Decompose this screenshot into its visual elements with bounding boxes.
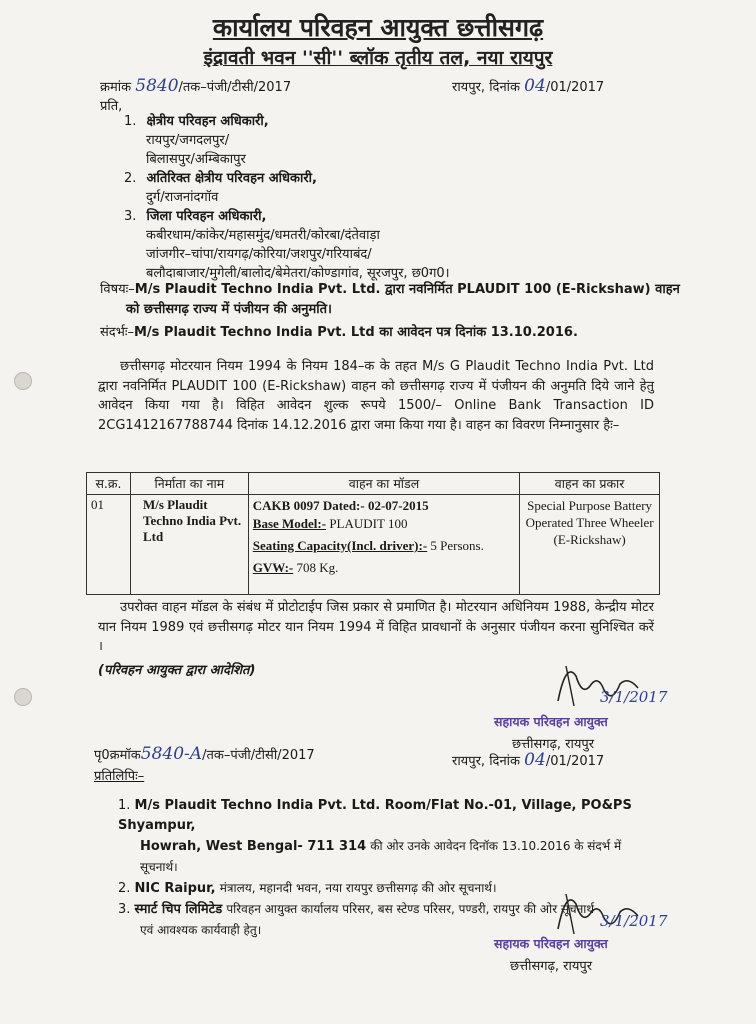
punch-hole bbox=[14, 688, 32, 706]
endorse-date-rest: /01/2017 bbox=[545, 754, 605, 769]
recipient-2 bbox=[124, 169, 450, 207]
copy-item-1 bbox=[118, 796, 648, 878]
copy-bold-2: Howrah, West Bengal- 711 314 bbox=[140, 839, 367, 854]
order-note: (परिवहन आयुक्त द्वारा आदेशित) bbox=[98, 663, 256, 678]
seat-value: 5 Persons. bbox=[430, 538, 484, 553]
stamp-1-line1: सहायक परिवहन आयुक्त bbox=[494, 714, 608, 729]
prati: प्रति, bbox=[100, 99, 123, 114]
ref-number: 5840 bbox=[135, 76, 179, 96]
subject-label: विषयः– bbox=[100, 282, 135, 297]
seat-label: Seating Capacity(Incl. driver):- bbox=[252, 538, 428, 553]
col-header: स.क्र. bbox=[87, 473, 131, 495]
recipient-line: जांजगीर–चांपा/रायगढ़/कोरिया/जशपुर/गरियाबंद/ bbox=[146, 247, 372, 262]
reference bbox=[100, 322, 578, 340]
recipient-line: रायपुर/जगदलपुर/ bbox=[146, 133, 230, 148]
vehicle-table bbox=[86, 472, 660, 595]
cell-type: Special Purpose Battery Operated Three Wheeler (E-Rickshaw) bbox=[520, 495, 660, 595]
body-paragraph: छत्तीसगढ़ मोटरयान नियम 1994 के नियम 184–क के तहत M/s G Plaudit Techno India Pvt. Ltd द्वारा नवनिर्मित PLAUDIT 100 (E-Rickshaw) वाहन को छत्तीसगढ़ राज्य में पंजीयन की अनुमति दिये जाने हेतु आवेदन किया गया है। विहित आवेदन शुल्क रूपये 1500/– Online Bank Transaction ID 2CG1412167788744 दिनांक 14.12.2016 द्वारा जमा किया गया है। वाहन का विवरण निम्नानुसार हैः– bbox=[98, 359, 654, 433]
signature-2-date: 3/1/2017 bbox=[600, 912, 668, 930]
stamp-2-line2: छत्तीसगढ़, रायपुर bbox=[510, 959, 593, 974]
endorse-ref bbox=[94, 744, 315, 764]
model-line1: CAKB 0097 Dated:- 02-07-2015 bbox=[252, 498, 429, 513]
stamp-1-line2: छत्तीसगढ़, रायपुर bbox=[512, 737, 595, 752]
ref-label: क्रमांक bbox=[100, 80, 132, 95]
punch-hole bbox=[14, 372, 32, 390]
recipient-num: 1. bbox=[124, 114, 137, 129]
recipient-num: 2. bbox=[124, 171, 137, 186]
ref-date-label: रायपुर, दिनांक bbox=[452, 80, 521, 95]
recipient-3 bbox=[124, 207, 450, 283]
ref-suffix: /तक–पंजी/टीसी/2017 bbox=[178, 80, 292, 95]
cell-maker: M/s Plaudit Techno India Pvt. Ltd bbox=[130, 495, 248, 595]
conclusion: उपरोक्त वाहन मॉडल के संबंध में प्रोटोटाईप जिस प्रकार से प्रमाणित है। मोटरयान अधिनियम 1988, केन्द्रीय मोटर यान नियम 1989 एवं छत्तीसगढ़ मोटर यान नियम 1994 में विहित प्रावधानों के अनुसार पंजीयन करना सुनिश्चित करें । bbox=[98, 600, 654, 654]
endorse-date-day: 04 bbox=[524, 750, 546, 770]
cell-model bbox=[248, 495, 519, 595]
ref-date bbox=[452, 76, 604, 96]
endorse-number: 5840-A bbox=[140, 744, 203, 764]
gvw-value: 708 Kg. bbox=[296, 560, 339, 575]
recipient-1 bbox=[124, 112, 450, 169]
copy-bold: स्मार्ट चिप लिमिटेड bbox=[134, 902, 223, 917]
copy-text: मंत्रालय, महानदी भवन, नया रायपुर छत्तीसगढ़ की ओर सूचनार्थ। bbox=[219, 881, 497, 895]
table-row bbox=[87, 495, 660, 595]
table-header-row bbox=[87, 473, 660, 495]
subject-line2: को छत्तीसगढ़ राज्य में पंजीयन की अनुमति। bbox=[126, 302, 332, 317]
office-title: कार्यालय परिवहन आयुक्त छत्तीसगढ़ bbox=[212, 13, 544, 42]
recipients bbox=[124, 112, 450, 283]
subject bbox=[100, 280, 680, 320]
endorse-label: पृ0क्रमॉक bbox=[94, 748, 141, 763]
copy-bold: M/s Plaudit Techno India Pvt. Ltd. Room/Flat No.-01, Village, PO&PS Shyampur, bbox=[118, 798, 632, 833]
reference-text: M/s Plaudit Techno India Pvt. Ltd का आवेदन पत्र दिनांक 13.10.2016. bbox=[133, 325, 578, 340]
col-header: निर्माता का नाम bbox=[130, 473, 248, 495]
recipient-title: अतिरिक्त क्षेत्रीय परिवहन अधिकारी, bbox=[146, 171, 317, 186]
recipient-line: बिलासपुर/अम्बिकापुर bbox=[146, 152, 246, 167]
ref-line bbox=[100, 76, 291, 96]
copy-text: परिवहन आयुक्त कार्यालय परिसर, बस स्टेण्ड परिसर, पण्डरी, रायपुर की ओर सूचनार्थ bbox=[226, 902, 595, 916]
reference-label: संदर्भः– bbox=[100, 325, 134, 340]
gvw-label: GVW:- bbox=[252, 560, 294, 575]
endorse-suffix: /तक–पंजी/टीसी/2017 bbox=[202, 748, 315, 763]
endorse-date-label: रायपुर, दिनांक bbox=[452, 754, 521, 769]
cell-sr: 01 bbox=[87, 495, 131, 595]
signature-1 bbox=[548, 656, 688, 716]
subject-line1: M/s Plaudit Techno India Pvt. Ltd. द्वारा नवनिर्मित PLAUDIT 100 (E-Rickshaw) वाहन bbox=[134, 282, 680, 297]
recipient-title: जिला परिवहन अधिकारी, bbox=[146, 209, 267, 224]
copy-text: की ओर उनके आवेदन दिनॉक 13.10.2016 के संदर्भ में सूचनार्थ। bbox=[140, 839, 622, 874]
copy-label: प्रतिलिपिः– bbox=[94, 769, 145, 784]
copy-num: 2. bbox=[118, 881, 131, 896]
signature-1-date: 3/1/2017 bbox=[600, 688, 668, 706]
recipient-line: कबीरधाम/कांकेर/महासमुंद/धमतरी/कोरबा/दंतेवाड़ा bbox=[146, 228, 380, 243]
col-header: वाहन का मॉडल bbox=[248, 473, 519, 495]
ref-date-day: 04 bbox=[524, 76, 546, 96]
copy-text-2: एवं आवश्यक कार्यवाही हेतु। bbox=[140, 923, 262, 937]
recipient-num: 3. bbox=[124, 209, 137, 224]
ref-date-rest: /01/2017 bbox=[545, 80, 605, 95]
office-address: इंद्रावती भवन ''सी'' ब्लॉक तृतीय तल, नया रायपुर bbox=[203, 47, 553, 69]
recipient-line: बलौदाबाजार/मुगेली/बालोद/बेमेतरा/कोण्डागांव, सूरजपुर, छ0ग0। bbox=[146, 266, 450, 281]
copy-num: 1. bbox=[118, 798, 131, 813]
endorse-date bbox=[452, 750, 604, 770]
recipient-title: क्षेत्रीय परिवहन अधिकारी, bbox=[146, 114, 269, 129]
stamp-2-line1: सहायक परिवहन आयुक्त bbox=[494, 936, 608, 951]
col-header: वाहन का प्रकार bbox=[520, 473, 660, 495]
copy-bold: NIC Raipur, bbox=[134, 881, 216, 896]
base-value: PLAUDIT 100 bbox=[329, 516, 408, 531]
copy-num: 3. bbox=[118, 902, 131, 917]
recipient-line: दुर्ग/राजनांदगॉव bbox=[146, 190, 219, 205]
base-label: Base Model:- bbox=[252, 516, 327, 531]
